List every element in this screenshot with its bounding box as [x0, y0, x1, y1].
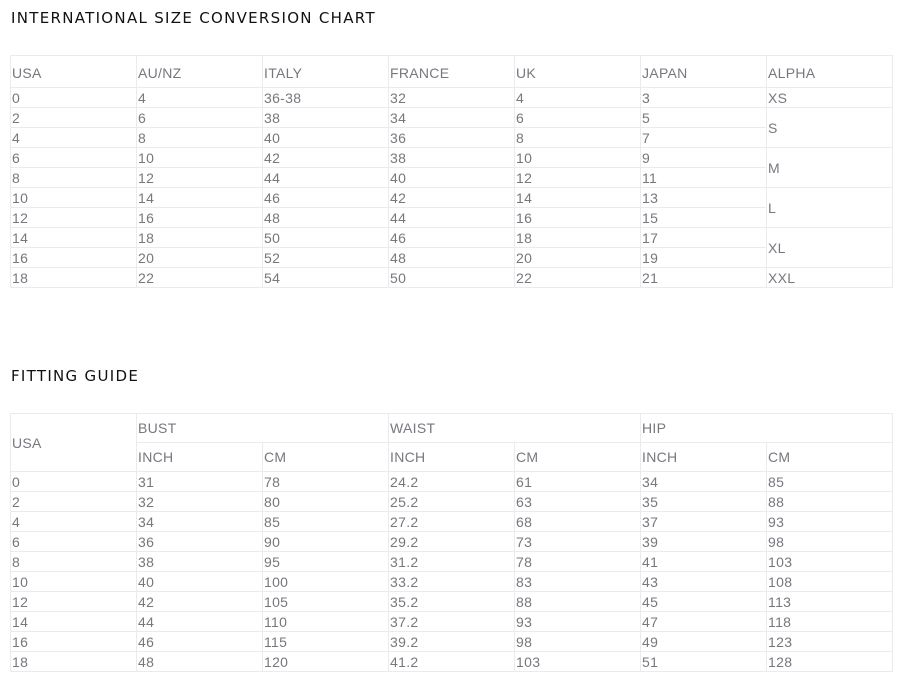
table-cell: 12: [11, 592, 137, 612]
table-cell: 61: [515, 472, 641, 492]
table-cell: 21: [641, 268, 767, 288]
table-cell: 85: [263, 512, 389, 532]
table-cell: 44: [263, 168, 389, 188]
table-cell: 8: [515, 128, 641, 148]
table-cell: 48: [389, 248, 515, 268]
table-cell: 115: [263, 632, 389, 652]
fitting-guide-title: FITTING GUIDE: [11, 367, 140, 385]
table-cell: 46: [137, 632, 263, 652]
table-cell: 16: [11, 632, 137, 652]
table-cell: 123: [767, 632, 893, 652]
table-cell: 7: [641, 128, 767, 148]
alpha-size-cell: L: [767, 188, 893, 228]
table-cell: 105: [263, 592, 389, 612]
column-header: FRANCE: [389, 56, 515, 88]
table-row: [11, 128, 893, 148]
table-row: [11, 228, 893, 248]
table-cell: 14: [515, 188, 641, 208]
table-cell: 48: [263, 208, 389, 228]
table-cell: 36: [137, 532, 263, 552]
fitting-group-header-row: [11, 414, 893, 443]
table-row: [11, 148, 893, 168]
table-row: [11, 208, 893, 228]
table-row: [11, 188, 893, 208]
table-cell: 25.2: [389, 492, 515, 512]
table-row: [11, 268, 893, 288]
table-cell: 4: [515, 88, 641, 108]
table-cell: 4: [11, 128, 137, 148]
table-row: [11, 652, 893, 672]
table-cell: 46: [389, 228, 515, 248]
table-cell: 37.2: [389, 612, 515, 632]
table-cell: 14: [137, 188, 263, 208]
table-cell: 38: [263, 108, 389, 128]
measurement-group-header: BUST: [137, 414, 389, 443]
table-cell: 78: [263, 472, 389, 492]
table-cell: 54: [263, 268, 389, 288]
table-cell: 5: [641, 108, 767, 128]
table-cell: 15: [641, 208, 767, 228]
table-cell: 32: [389, 88, 515, 108]
table-cell: 6: [515, 108, 641, 128]
table-cell: 93: [767, 512, 893, 532]
alpha-size-cell: XXL: [767, 268, 893, 288]
table-cell: 46: [263, 188, 389, 208]
table-cell: 38: [389, 148, 515, 168]
table-cell: 38: [137, 552, 263, 572]
table-cell: 31.2: [389, 552, 515, 572]
unit-header: INCH: [137, 443, 263, 472]
table-cell: 2: [11, 492, 137, 512]
usa-column-header: USA: [11, 414, 137, 472]
alpha-size-cell: M: [767, 148, 893, 188]
table-cell: 40: [263, 128, 389, 148]
table-cell: 85: [767, 472, 893, 492]
table-cell: 16: [515, 208, 641, 228]
table-cell: 33.2: [389, 572, 515, 592]
table-cell: 31: [137, 472, 263, 492]
table-cell: 52: [263, 248, 389, 268]
table-cell: 0: [11, 88, 137, 108]
table-cell: 34: [641, 472, 767, 492]
size-conversion-table: [10, 55, 893, 288]
table-cell: 10: [11, 572, 137, 592]
fitting-guide-table: [10, 413, 893, 672]
table-row: [11, 632, 893, 652]
table-cell: 120: [263, 652, 389, 672]
table-row: [11, 592, 893, 612]
table-cell: 40: [389, 168, 515, 188]
table-cell: 18: [11, 268, 137, 288]
table-cell: 49: [641, 632, 767, 652]
table-cell: 20: [515, 248, 641, 268]
unit-header: INCH: [641, 443, 767, 472]
table-row: [11, 552, 893, 572]
table-cell: 12: [515, 168, 641, 188]
table-row: [11, 572, 893, 592]
table-cell: 103: [767, 552, 893, 572]
table-cell: 39.2: [389, 632, 515, 652]
table-cell: 128: [767, 652, 893, 672]
table-cell: 34: [137, 512, 263, 532]
table-cell: 100: [263, 572, 389, 592]
table-cell: 6: [11, 148, 137, 168]
table-cell: 6: [137, 108, 263, 128]
table-cell: 83: [515, 572, 641, 592]
table-cell: 0: [11, 472, 137, 492]
table-row: [11, 512, 893, 532]
table-cell: 34: [389, 108, 515, 128]
table-cell: 88: [515, 592, 641, 612]
table-cell: 22: [515, 268, 641, 288]
alpha-size-cell: XS: [767, 88, 893, 108]
column-header: ALPHA: [767, 56, 893, 88]
table-cell: 18: [515, 228, 641, 248]
table-cell: 78: [515, 552, 641, 572]
table-cell: 90: [263, 532, 389, 552]
table-cell: 20: [137, 248, 263, 268]
table-cell: 43: [641, 572, 767, 592]
table-cell: 4: [11, 512, 137, 532]
table-cell: 39: [641, 532, 767, 552]
table-row: [11, 472, 893, 492]
table-cell: 16: [11, 248, 137, 268]
table-row: [11, 88, 893, 108]
table-cell: 80: [263, 492, 389, 512]
table-cell: 13: [641, 188, 767, 208]
table-cell: 36: [389, 128, 515, 148]
table-cell: 68: [515, 512, 641, 532]
table-cell: 11: [641, 168, 767, 188]
conversion-header-row: [11, 56, 893, 88]
table-cell: 10: [515, 148, 641, 168]
column-header: USA: [11, 56, 137, 88]
table-cell: 41.2: [389, 652, 515, 672]
table-cell: 73: [515, 532, 641, 552]
table-cell: 88: [767, 492, 893, 512]
column-header: JAPAN: [641, 56, 767, 88]
table-cell: 3: [641, 88, 767, 108]
unit-header: CM: [263, 443, 389, 472]
alpha-size-cell: XL: [767, 228, 893, 268]
table-row: [11, 108, 893, 128]
measurement-group-header: HIP: [641, 414, 893, 443]
table-row: [11, 532, 893, 552]
table-cell: 19: [641, 248, 767, 268]
table-cell: 24.2: [389, 472, 515, 492]
table-cell: 50: [389, 268, 515, 288]
table-cell: 16: [137, 208, 263, 228]
table-cell: 47: [641, 612, 767, 632]
table-cell: 98: [767, 532, 893, 552]
table-cell: 108: [767, 572, 893, 592]
table-cell: 12: [11, 208, 137, 228]
table-cell: 42: [137, 592, 263, 612]
table-cell: 103: [515, 652, 641, 672]
table-cell: 118: [767, 612, 893, 632]
column-header: ITALY: [263, 56, 389, 88]
measurement-group-header: WAIST: [389, 414, 641, 443]
table-cell: 93: [515, 612, 641, 632]
table-row: [11, 248, 893, 268]
table-cell: 10: [137, 148, 263, 168]
table-cell: 8: [11, 552, 137, 572]
table-cell: 18: [137, 228, 263, 248]
table-cell: 8: [11, 168, 137, 188]
unit-header: INCH: [389, 443, 515, 472]
table-cell: 14: [11, 612, 137, 632]
column-header: AU/NZ: [137, 56, 263, 88]
table-row: [11, 612, 893, 632]
table-row: [11, 492, 893, 512]
table-cell: 113: [767, 592, 893, 612]
table-cell: 4: [137, 88, 263, 108]
table-cell: 36-38: [263, 88, 389, 108]
table-cell: 98: [515, 632, 641, 652]
table-cell: 35: [641, 492, 767, 512]
fitting-unit-header-row: [11, 443, 893, 472]
table-cell: 95: [263, 552, 389, 572]
table-cell: 37: [641, 512, 767, 532]
column-header: UK: [515, 56, 641, 88]
table-cell: 41: [641, 552, 767, 572]
table-cell: 50: [263, 228, 389, 248]
table-cell: 14: [11, 228, 137, 248]
table-cell: 2: [11, 108, 137, 128]
unit-header: CM: [515, 443, 641, 472]
alpha-size-cell: S: [767, 108, 893, 148]
table-cell: 27.2: [389, 512, 515, 532]
table-cell: 17: [641, 228, 767, 248]
table-row: [11, 168, 893, 188]
table-cell: 35.2: [389, 592, 515, 612]
table-cell: 45: [641, 592, 767, 612]
table-cell: 18: [11, 652, 137, 672]
table-cell: 29.2: [389, 532, 515, 552]
table-cell: 12: [137, 168, 263, 188]
table-cell: 8: [137, 128, 263, 148]
table-cell: 6: [11, 532, 137, 552]
table-cell: 110: [263, 612, 389, 632]
table-cell: 44: [389, 208, 515, 228]
table-cell: 40: [137, 572, 263, 592]
unit-header: CM: [767, 443, 893, 472]
table-cell: 42: [389, 188, 515, 208]
table-cell: 63: [515, 492, 641, 512]
table-cell: 32: [137, 492, 263, 512]
conversion-chart-title: INTERNATIONAL SIZE CONVERSION CHART: [11, 9, 376, 27]
table-cell: 48: [137, 652, 263, 672]
table-cell: 44: [137, 612, 263, 632]
table-cell: 51: [641, 652, 767, 672]
table-cell: 22: [137, 268, 263, 288]
table-cell: 9: [641, 148, 767, 168]
table-cell: 42: [263, 148, 389, 168]
table-cell: 10: [11, 188, 137, 208]
